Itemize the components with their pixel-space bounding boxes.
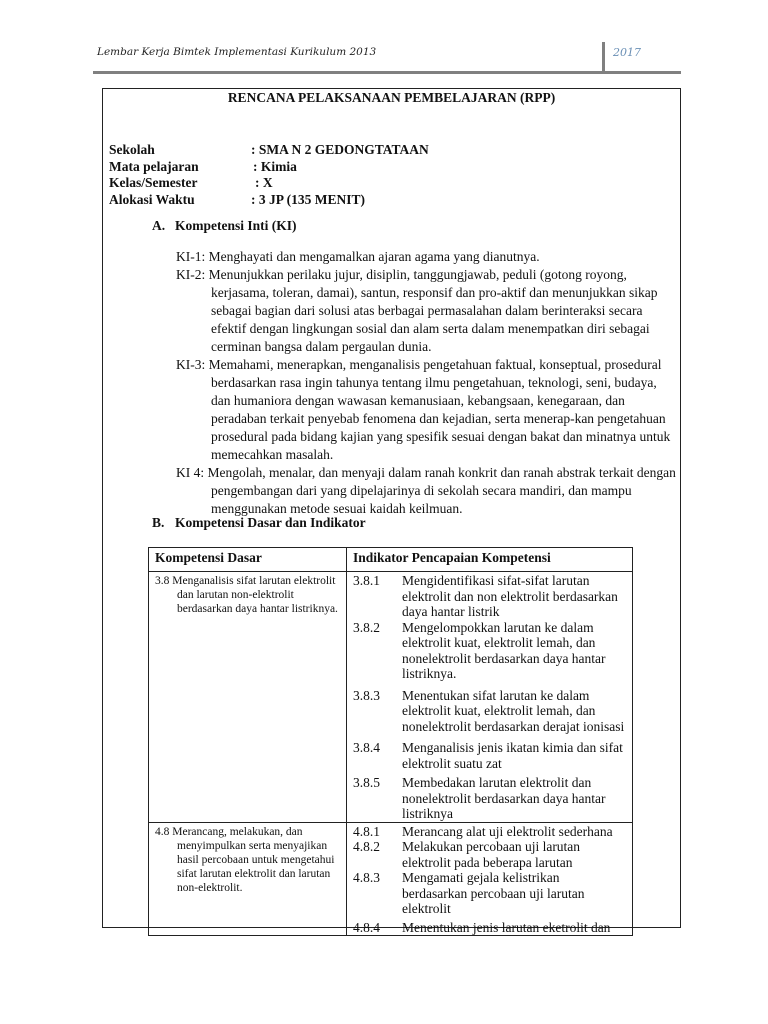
table-header-row <box>149 548 633 572</box>
header-rule <box>93 71 681 74</box>
info-value: : Kimia <box>253 158 297 174</box>
indicator-text: Menganalisis jenis ikatan kimia dan sifat elektrolit suatu zat <box>402 740 623 771</box>
indicator-list <box>353 572 626 822</box>
indicator-number: 4.8.4 <box>353 919 380 935</box>
indicator-text: Menentukan sifat larutan ke dalam elektrolit kuat, elektrolit lemah, dan nonelektrolit berdasarkan derajat ionisasi <box>402 687 625 734</box>
indicator-text: Menentukan jenis larutan eketrolit dan <box>402 919 611 935</box>
indicator-item <box>353 688 626 735</box>
section-a-heading <box>152 218 297 234</box>
indicator-text: Mengidentifikasi sifat-sifat larutan elektrolit dan non elektrolit berdasarkan daya hantar listrik <box>402 573 618 619</box>
section-title: Kompetensi Inti (KI) <box>175 218 297 233</box>
indicator-text: Membedakan larutan elektrolit dan nonelektrolit berdasarkan daya hantar listriknya <box>402 775 606 821</box>
header-year: 2017 <box>613 46 641 59</box>
kd-indicator-table <box>148 547 633 936</box>
indicator-list <box>353 823 626 936</box>
info-row-sekolah <box>109 142 429 159</box>
info-label: Mata pelajaran <box>109 158 199 174</box>
table-row <box>149 822 633 936</box>
info-row-alokasi-waktu <box>109 192 429 209</box>
indicator-text: Mengamati gejala kelistrikan berdasarkan percobaan uji larutan elektrolit <box>402 870 585 916</box>
ki-list <box>176 248 676 518</box>
indicator-text: Mengelompokkan larutan ke dalam elektrolit kuat, elektrolit lemah, dan nonelektrolit berdasarkan daya hantar listriknya. <box>402 619 606 681</box>
info-value: : SMA N 2 GEDONGTATAAN <box>251 142 429 157</box>
indicator-text: Melakukan percobaan uji larutan elektrolit pada beberapa larutan <box>402 839 581 870</box>
info-row-kelas-semester <box>109 175 429 192</box>
indicator-item <box>353 620 626 682</box>
table-row <box>149 572 633 823</box>
indicator-item <box>353 740 626 771</box>
kd-text: 3.8 Menganalisis sifat larutan elektrolit dan larutan non-elektrolit berdasarkan daya hantar listriknya. <box>155 575 338 615</box>
indicator-number: 4.8.1 <box>353 823 380 839</box>
kd-text: 4.8 Merancang, melakukan, dan menyimpulkan serta menyajikan hasil percobaan untuk mengetahui sifat larutan elektrolit dan larutan non-elektrolit. <box>155 825 335 894</box>
ki-item-3: KI-3: Memahami, menerapkan, menganalisis pengetahuan faktual, konseptual, prosedural berdasarkan rasa ingin tahunya tentang ilmu pengetahuan, teknologi, seni, budaya, dan humaniora dengan wawasan kemanusiaan, kebangsaan, kenegaraan, dan peradaban terkait penyebab fenomena dan kejadian, serta menerap-kan pengetahuan prosedural pada bidang kajian yang spesifik sesuai dengan bakat dan minatnya untuk memecahkan masalah. <box>176 357 671 462</box>
indicator-number: 3.8.2 <box>353 619 380 635</box>
indicator-number: 3.8.4 <box>353 740 380 755</box>
indicator-item <box>353 775 626 822</box>
indicator-number: 4.8.2 <box>353 839 380 854</box>
indicator-item <box>353 573 626 620</box>
indicator-item <box>353 870 626 917</box>
column-header-kd: Kompetensi Dasar <box>149 548 347 572</box>
header-title: Lembar Kerja Bimtek Implementasi Kurikulum 2013 <box>97 46 377 58</box>
indicator-number: 3.8.5 <box>353 775 380 790</box>
indicator-number: 3.8.3 <box>353 687 380 703</box>
info-label: Sekolah <box>109 142 155 157</box>
section-b-heading <box>152 515 366 531</box>
indicator-item <box>353 839 626 870</box>
indicator-cell <box>347 572 633 823</box>
indicator-item <box>353 920 626 936</box>
info-row-mata-pelajaran <box>109 159 429 176</box>
section-letter: A. <box>152 218 166 233</box>
document-title: RENCANA PELAKSANAAN PEMBELAJARAN (RPP) <box>227 90 556 105</box>
header-divider <box>602 42 605 72</box>
indicator-item <box>353 824 626 840</box>
kd-cell <box>149 822 347 936</box>
ki-item-1: KI-1: Menghayati dan mengamalkan ajaran agama yang dianutnya. <box>176 249 540 264</box>
ki-item-2: KI-2: Menunjukkan perilaku jujur, disiplin, tanggungjawab, peduli (gotong royong, kerjasama, toleran, damai), santun, responsif dan pro-aktif dan menunjukkan sikap sebagai bagian dari solusi atas berbagai permasalahan dalam berinteraksi secara efektif dengan lingkungan sosial dan alam serta dalam menempatkan diri sebagai cerminan bangsa dalam pergaulan dunia. <box>176 267 658 354</box>
indicator-number: 3.8.1 <box>353 573 380 588</box>
indicator-number: 4.8.3 <box>353 870 380 885</box>
info-value: : 3 JP (135 MENIT) <box>251 191 365 207</box>
info-label: Alokasi Waktu <box>109 191 195 207</box>
ki-item-4: KI 4: Mengolah, menalar, dan menyaji dalam ranah konkrit dan ranah abstrak terkait dengan pengembangan dari yang dipelajarinya di sekolah secara mandiri, dan mampu menggunakan metode sesuai kaidah keilmuan. <box>176 465 676 516</box>
section-letter: B. <box>152 515 165 530</box>
column-header-indicator: Indikator Pencapaian Kompetensi <box>347 548 633 572</box>
info-value: : X <box>255 175 273 190</box>
info-label: Kelas/Semester <box>109 175 198 190</box>
indicator-cell <box>347 822 633 936</box>
indicator-text: Merancang alat uji elektrolit sederhana <box>402 823 613 839</box>
info-block <box>109 142 429 208</box>
section-title: Kompetensi Dasar dan Indikator <box>175 515 366 530</box>
kd-cell <box>149 572 347 823</box>
